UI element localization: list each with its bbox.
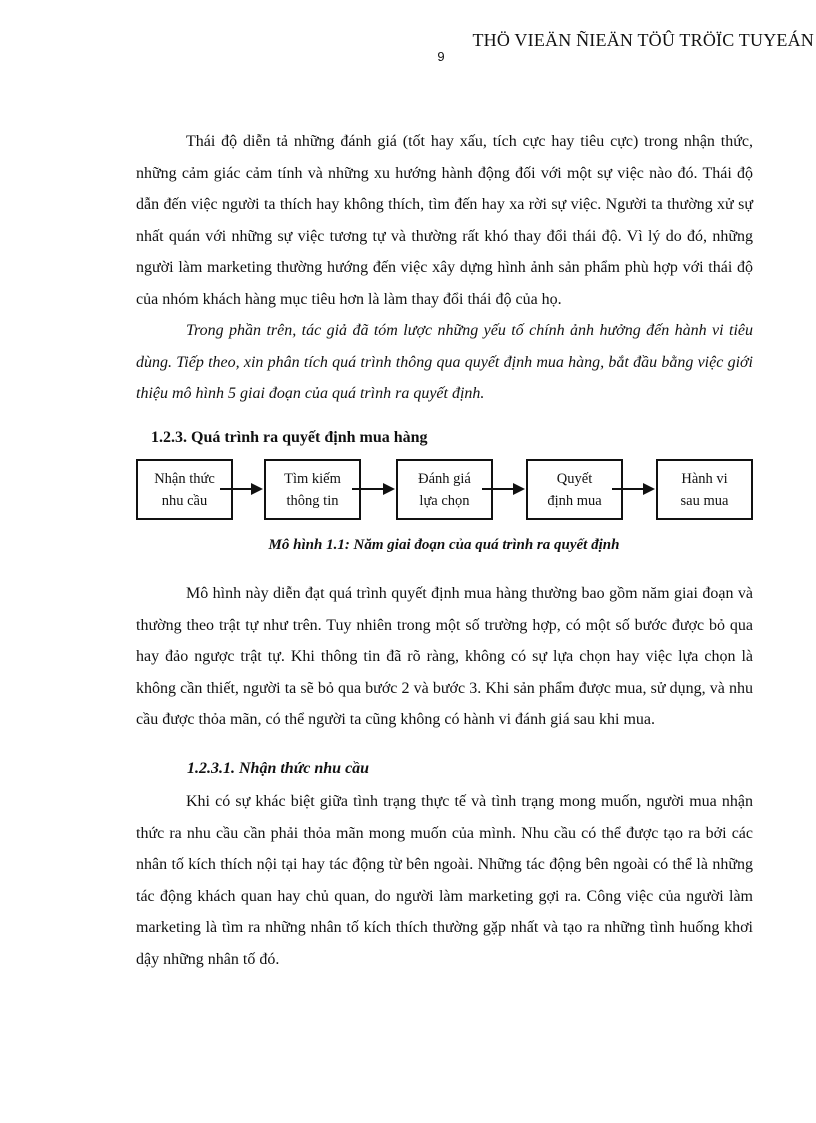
flow-step-label: Hành vi — [681, 470, 728, 487]
flow-step-label: lựa chọn — [419, 492, 470, 509]
flow-step-label: sau mua — [680, 492, 729, 509]
flow-step-label: thông tin — [286, 492, 339, 509]
model-text-block — [136, 578, 753, 736]
figure-caption: Mô hình 1.1: Năm giai đoạn của quá trình ra quyết định — [268, 537, 620, 553]
need-recognition-paragraph: Khi có sự khác biệt giữa tình trạng thực tế và tình trạng mong muốn, người mua nhận thức ra nhu cầu cần phải thỏa mãn mong muốn của mình. Nhu cầu có thể được tạo ra bởi các nhân tố kích thích nội tại hay tác động từ bên ngoài. Những tác động bên ngoài có thể là những tác động khách quan hay chủ quan, do người làm marketing gợi ra. Công việc của người làm marketing là tìm ra những nhân tố kích thích thường gặp nhất và tạo ra những tình huống khơi dậy những nhân tố đó. — [136, 793, 753, 968]
subsection-heading: 1.2.3.1. Nhận thức nhu cầu — [187, 760, 370, 777]
flow-step-evaluation — [396, 459, 493, 520]
section-heading: 1.2.3. Quá trình ra quyết định mua hàng — [151, 429, 428, 446]
library-header-title: THÖ VIEÄN ÑIEÄN TÖÛ TRÖÏC TUYEÁN — [472, 30, 814, 50]
needs-text-block — [136, 786, 753, 975]
flow-step-label: Tìm kiếm — [284, 470, 341, 487]
arrow-right-icon — [612, 481, 656, 497]
arrow-right-icon — [220, 481, 264, 497]
attitude-paragraph: Thái độ diễn tả những đánh giá (tốt hay xấu, tích cực hay tiêu cực) trong nhận thức, những cảm giác cảm tính và những xu hướng hành động đối với một sự việc nào đó. Thái độ dẫn đến việc người ta thích hay không thích, tìm đến hay xa rời sự việc. Người ta thường xử sự nhất quán với những sự việc tương tự và thường rất khó thay đổi thái độ. Vì lý do đó, những người làm marketing thường hướng đến việc xây dựng hình ảnh sản phẩm phù hợp với thái độ của nhóm khách hàng mục tiêu hơn là làm thay đổi thái độ của họ. — [136, 133, 753, 308]
model-paragraph: Mô hình này diễn đạt quá trình quyết định mua hàng thường bao gồm năm giai đoạn và thường theo trật tự như trên. Tuy nhiên trong một số trường hợp, có một số bước được bỏ qua hay đảo ngược trật tự. Khi thông tin đã rõ ràng, không có sự lựa chọn hay việc lựa chọn là không cần thiết, người ta sẽ bỏ qua bước 2 và bước 3. Khi sản phẩm được mua, sử dụng, và nhu cầu được thỏa mãn, có thể người ta cũng không có hành vi đánh giá sau khi mua. — [136, 585, 753, 728]
flow-step-label: nhu cầu — [161, 492, 208, 509]
flow-step-need-recognition — [136, 459, 233, 520]
intro-text-block — [136, 126, 753, 410]
flow-step-post-purchase — [656, 459, 753, 520]
arrow-right-icon — [482, 481, 526, 497]
flow-step-label: định mua — [547, 492, 602, 509]
flow-step-label: Đánh giá — [418, 470, 471, 487]
flow-step-label: Quyết — [556, 470, 593, 487]
flow-step-information-search — [264, 459, 361, 520]
page-number: 9 — [437, 49, 445, 64]
flow-step-purchase-decision — [526, 459, 623, 520]
transition-paragraph: Trong phần trên, tác giả đã tóm lược những yếu tố chính ảnh hưởng đến hành vi tiêu dùng. Tiếp theo, xin phân tích quá trình thông qua quyết định mua hàng, bắt đầu bằng việc giới thiệu mô hình 5 giai đoạn của quá trình ra quyết định. — [136, 322, 753, 402]
arrow-right-icon — [352, 481, 396, 497]
flow-step-label: Nhận thức — [154, 470, 215, 487]
